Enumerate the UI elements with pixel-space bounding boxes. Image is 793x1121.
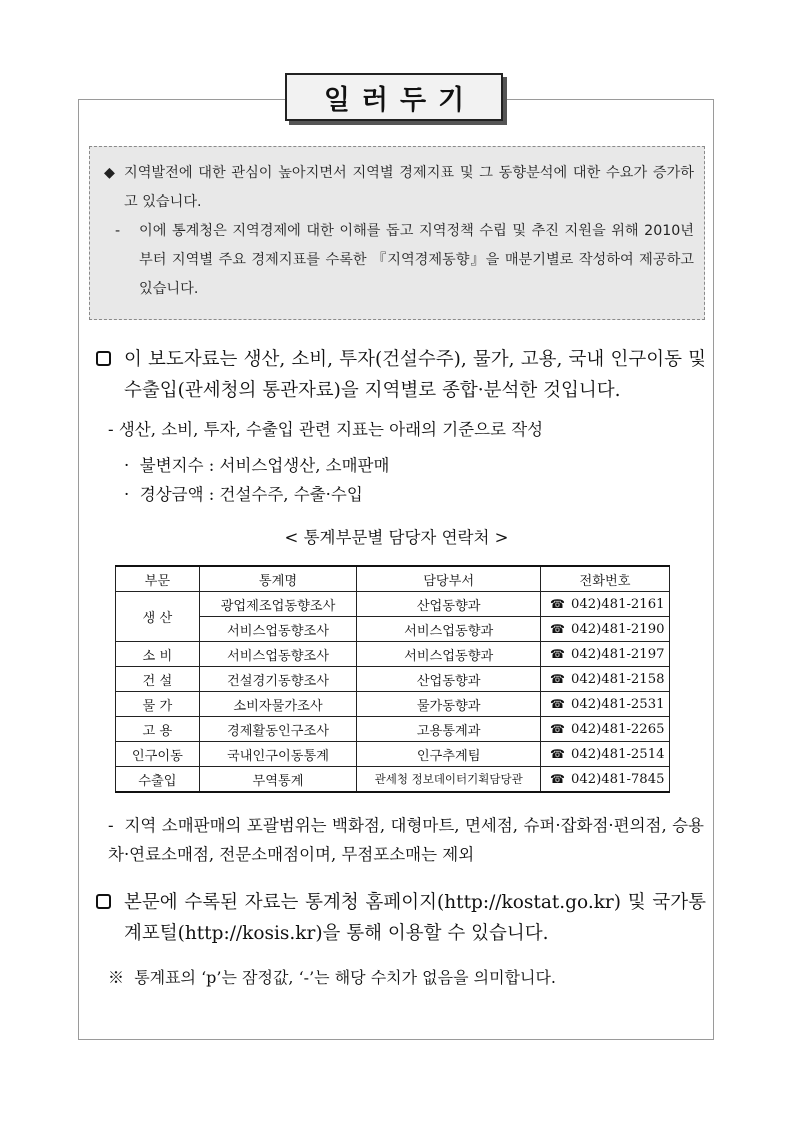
table-row xyxy=(116,742,670,767)
telephone-icon: ☎ xyxy=(550,771,565,786)
phone-number: 042)481-2190 xyxy=(570,621,665,637)
table-row xyxy=(116,617,670,642)
section-cell: 인구이동 xyxy=(116,742,200,767)
dept-cell: 산업동향과 xyxy=(357,667,541,692)
checkbox-square-icon xyxy=(96,894,111,909)
indicator-basis-text: 생산, 소비, 투자, 수출입 관련 지표는 아래의 기준으로 작성 xyxy=(118,420,544,439)
footnote xyxy=(108,965,556,988)
indicator-item-text: 경상금액 : 건설수주, 수출·수입 xyxy=(139,485,363,504)
notice-item xyxy=(104,159,694,217)
dept-cell: 서비스업동향과 xyxy=(357,617,541,642)
stat-cell: 서비스업동향조사 xyxy=(199,642,357,667)
table-caption: < 통계부문별 담당자 연락처 > xyxy=(284,528,509,547)
section-cell: 물 가 xyxy=(116,692,200,717)
stat-cell: 국내인구이동통계 xyxy=(199,742,357,767)
dept-cell: 물가동향과 xyxy=(357,692,541,717)
section-data-access xyxy=(96,887,706,949)
phone-cell xyxy=(541,642,670,667)
section-cell: 소 비 xyxy=(116,642,200,667)
stat-cell: 소비자물가조사 xyxy=(199,692,357,717)
phone-number: 042)481-2531 xyxy=(570,696,665,712)
stat-cell: 광업제조업동향조사 xyxy=(199,592,357,617)
phone-number: 042)481-2158 xyxy=(570,671,665,687)
phone-number: 042)481-7845 xyxy=(570,771,665,787)
dept-cell: 산업동향과 xyxy=(357,592,541,617)
section-text: 본문에 수록된 자료는 통계청 홈페이지(http://kostat.go.kr) 및 국가통계포털(http://kosis.kr)을 통해 이용할 수 있습니다. xyxy=(124,892,706,944)
column-header: 전화번호 xyxy=(541,566,670,592)
diamond-bullet-icon: ◆ xyxy=(104,165,115,181)
column-header: 담당부서 xyxy=(357,566,541,592)
checkbox-square-icon xyxy=(96,351,111,366)
indicator-item xyxy=(124,481,363,509)
telephone-icon: ☎ xyxy=(550,621,565,636)
dash-marker: - xyxy=(108,816,114,835)
telephone-icon: ☎ xyxy=(550,721,565,736)
dept-cell: 관세청 정보데이터기획담당관 xyxy=(357,767,541,793)
dept-cell: 서비스업동향과 xyxy=(357,642,541,667)
phone-cell xyxy=(541,767,670,793)
notice-box xyxy=(89,146,705,320)
dash-marker: - xyxy=(108,420,114,439)
section-cell: 건 설 xyxy=(116,667,200,692)
table-row xyxy=(116,667,670,692)
dot-marker: · xyxy=(124,456,130,475)
phone-number: 042)481-2514 xyxy=(570,746,665,762)
phone-cell xyxy=(541,667,670,692)
notice-subitem xyxy=(104,217,694,304)
page-title: 일러두기 xyxy=(285,73,503,121)
dash-marker: - xyxy=(115,223,121,239)
table-row xyxy=(116,642,670,667)
table-row xyxy=(116,592,670,617)
phone-cell xyxy=(541,742,670,767)
phone-number: 042)481-2161 xyxy=(570,596,665,612)
dept-cell: 고용통계과 xyxy=(357,717,541,742)
telephone-icon: ☎ xyxy=(550,696,565,711)
stat-cell: 경제활동인구조사 xyxy=(199,717,357,742)
phone-cell xyxy=(541,592,670,617)
telephone-icon: ☎ xyxy=(550,746,565,761)
contacts-table xyxy=(115,565,670,793)
telephone-icon: ☎ xyxy=(550,646,565,661)
footnote-text: 통계표의 ‘p’는 잠정값, ‘-’는 해당 수치가 없음을 의미합니다. xyxy=(134,968,556,987)
reference-mark-icon: ※ xyxy=(108,968,125,987)
section-cell: 생 산 xyxy=(116,592,200,642)
retail-scope-note xyxy=(108,811,704,869)
phone-cell xyxy=(541,617,670,642)
retail-scope-text: 지역 소매판매의 포괄범위는 백화점, 대형마트, 면세점, 슈퍼·잡화점·편의점, 승용차·연료소매점, 전문소매점이며, 무점포소매는 제외 xyxy=(108,816,704,864)
section-reporting-scope xyxy=(96,344,706,406)
stat-cell: 서비스업동향조사 xyxy=(199,617,357,642)
table-header-row xyxy=(116,566,670,592)
indicator-item xyxy=(124,452,389,480)
column-header: 통계명 xyxy=(199,566,357,592)
dot-marker: · xyxy=(124,485,130,504)
section-text: 이 보도자료는 생산, 소비, 투자(건설수주), 물가, 고용, 국내 인구이동 및 수출입(관세청의 통관자료)을 지역별로 종합·분석한 것입니다. xyxy=(124,349,706,401)
notice-text: 지역발전에 대한 관심이 높아지면서 지역별 경제지표 및 그 동향분석에 대한 수요가 증가하고 있습니다. xyxy=(124,165,694,210)
table-row xyxy=(116,717,670,742)
indicator-item-text: 불변지수 : 서비스업생산, 소매판매 xyxy=(139,456,390,475)
column-header: 부문 xyxy=(116,566,200,592)
section-cell: 고 용 xyxy=(116,717,200,742)
indicator-basis-line xyxy=(108,416,543,444)
section-cell: 수출입 xyxy=(116,767,200,793)
stat-cell: 건설경기동향조사 xyxy=(199,667,357,692)
phone-number: 042)481-2265 xyxy=(570,721,665,737)
table-row xyxy=(116,767,670,793)
telephone-icon: ☎ xyxy=(550,596,565,611)
phone-cell xyxy=(541,692,670,717)
phone-cell xyxy=(541,717,670,742)
stat-cell: 무역통계 xyxy=(199,767,357,793)
telephone-icon: ☎ xyxy=(550,671,565,686)
dept-cell: 인구추계팀 xyxy=(357,742,541,767)
table-row xyxy=(116,692,670,717)
phone-number: 042)481-2197 xyxy=(570,646,665,662)
notice-subtext: 이에 통계청은 지역경제에 대한 이해를 돕고 지역정책 수립 및 추진 지원을 위해 2010년부터 지역별 주요 경제지표를 수록한 『지역경제동향』을 매분기별로 작성하여 제공하고 있습니다. xyxy=(139,223,694,297)
